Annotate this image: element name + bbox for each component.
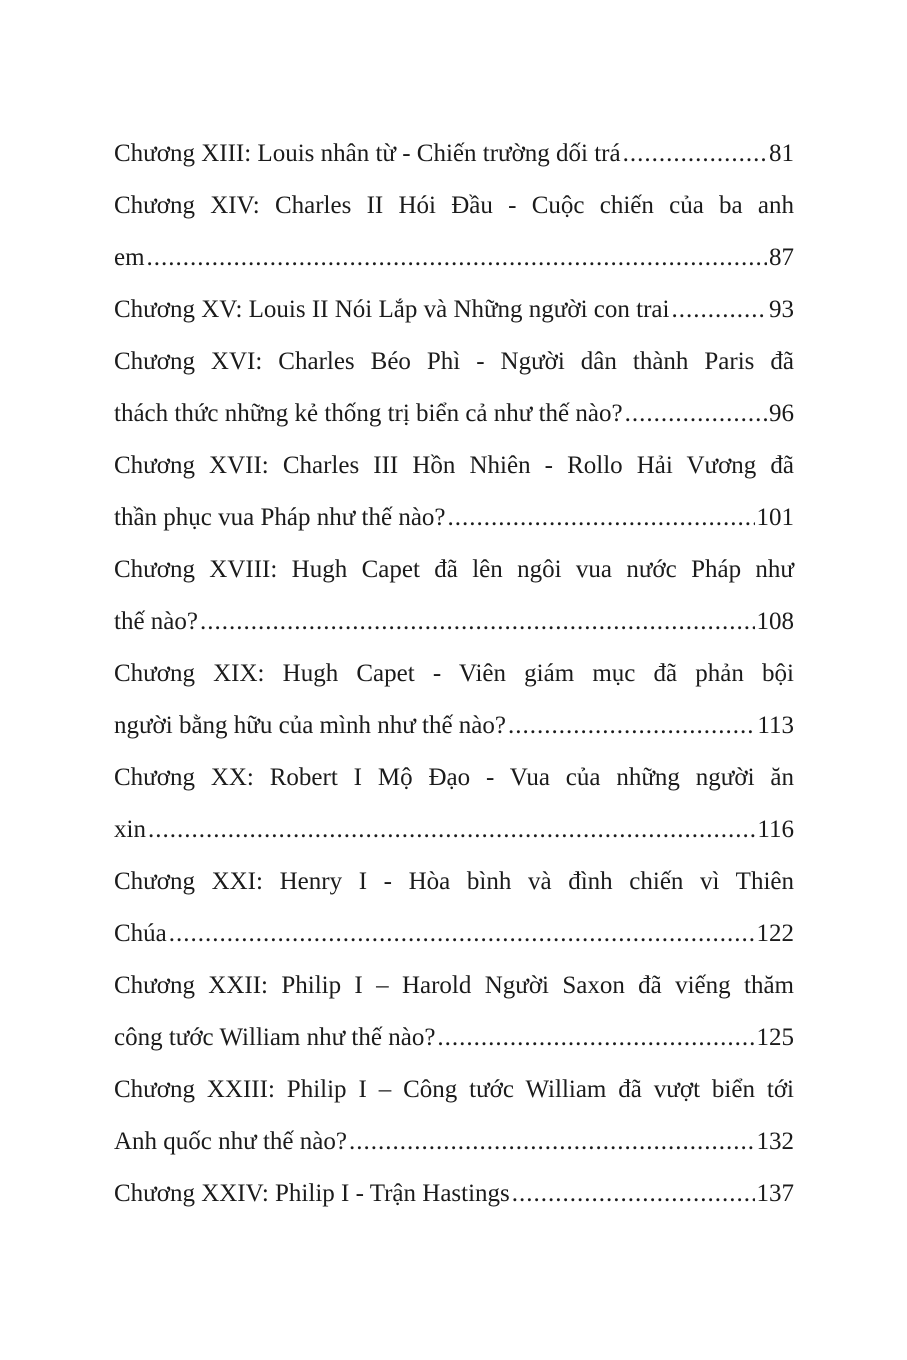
leader-dots [671, 284, 767, 336]
toc-entry [114, 544, 794, 596]
toc-entry-text: Chương XVII: Charles III Hồn Nhiên - Rollo Hải Vương đã [114, 452, 794, 479]
toc-entry [114, 648, 794, 700]
toc-entry [114, 1168, 794, 1220]
toc-page-number: 113 [757, 712, 794, 739]
leader-dots [508, 700, 755, 752]
toc-entry [114, 180, 794, 232]
toc-entry-text: Chúa [114, 920, 167, 947]
leader-dots [623, 128, 767, 180]
toc-entry-text: thế nào? [114, 608, 198, 635]
toc-entry-text: Anh quốc như thế nào? [114, 1128, 347, 1155]
leader-dots [437, 1012, 754, 1064]
toc-entry-text: Chương XVI: Charles Béo Phì - Người dân thành Paris đã [114, 348, 794, 375]
toc-entry-text: công tước William như thế nào? [114, 1024, 436, 1051]
toc-entry-text: Chương XIX: Hugh Capet - Viên giám mục đã phản bội [114, 660, 794, 687]
leader-dots [148, 804, 755, 856]
toc-entry-text: Chương XX: Robert I Mộ Đạo - Vua của những người ăn [114, 764, 794, 791]
table-of-contents [114, 128, 794, 1220]
toc-page-number: 122 [756, 920, 794, 947]
leader-dots [512, 1168, 755, 1220]
toc-page-number: 96 [769, 400, 794, 427]
toc-page-number: 125 [756, 1024, 794, 1051]
toc-entry [114, 440, 794, 492]
toc-page-number: 137 [756, 1180, 794, 1207]
toc-entry [114, 804, 794, 856]
toc-entry-text: xin [114, 816, 146, 843]
toc-entry-text: Chương XXIII: Philip I – Công tước William đã vượt biển tới [114, 1076, 794, 1103]
toc-page-number: 116 [757, 816, 794, 843]
leader-dots [200, 596, 755, 648]
toc-entry [114, 284, 794, 336]
toc-entry-text: Chương XXIV: Philip I - Trận Hastings [114, 1180, 510, 1207]
toc-entry [114, 388, 794, 440]
toc-entry [114, 128, 794, 180]
toc-entry [114, 596, 794, 648]
toc-page-number: 93 [769, 296, 794, 323]
toc-entry [114, 960, 794, 1012]
toc-entry [114, 232, 794, 284]
toc-entry-text: Chương XV: Louis II Nói Lắp và Những người con trai [114, 296, 670, 323]
toc-entry [114, 856, 794, 908]
toc-page-number: 87 [769, 244, 794, 271]
toc-entry [114, 492, 794, 544]
toc-entry [114, 1116, 794, 1168]
leader-dots [169, 908, 755, 960]
toc-entry [114, 752, 794, 804]
toc-page-number: 108 [756, 608, 794, 635]
toc-entry [114, 1012, 794, 1064]
toc-entry-text: người bằng hữu của mình như thế nào? [114, 712, 506, 739]
toc-entry [114, 1064, 794, 1116]
toc-entry-text: Chương XIV: Charles II Hói Đầu - Cuộc chiến của ba anh [114, 192, 794, 219]
leader-dots [147, 232, 767, 284]
toc-entry [114, 700, 794, 752]
toc-entry-text: thần phục vua Pháp như thế nào? [114, 504, 446, 531]
leader-dots [448, 492, 755, 544]
toc-entry [114, 908, 794, 960]
leader-dots [625, 388, 767, 440]
leader-dots [349, 1116, 755, 1168]
toc-entry-text: em [114, 244, 145, 271]
toc-entry [114, 336, 794, 388]
toc-entry-text: Chương XVIII: Hugh Capet đã lên ngôi vua nước Pháp như [114, 556, 794, 583]
toc-entry-text: thách thức những kẻ thống trị biển cả như thế nào? [114, 400, 623, 427]
toc-entry-text: Chương XIII: Louis nhân từ - Chiến trường dối trá [114, 140, 621, 167]
toc-page-number: 101 [756, 504, 794, 531]
toc-page-number: 132 [756, 1128, 794, 1155]
toc-page-number: 81 [769, 140, 794, 167]
toc-entry-text: Chương XXII: Philip I – Harold Người Saxon đã viếng thăm [114, 972, 794, 999]
toc-entry-text: Chương XXI: Henry I - Hòa bình và đình chiến vì Thiên [114, 868, 794, 895]
